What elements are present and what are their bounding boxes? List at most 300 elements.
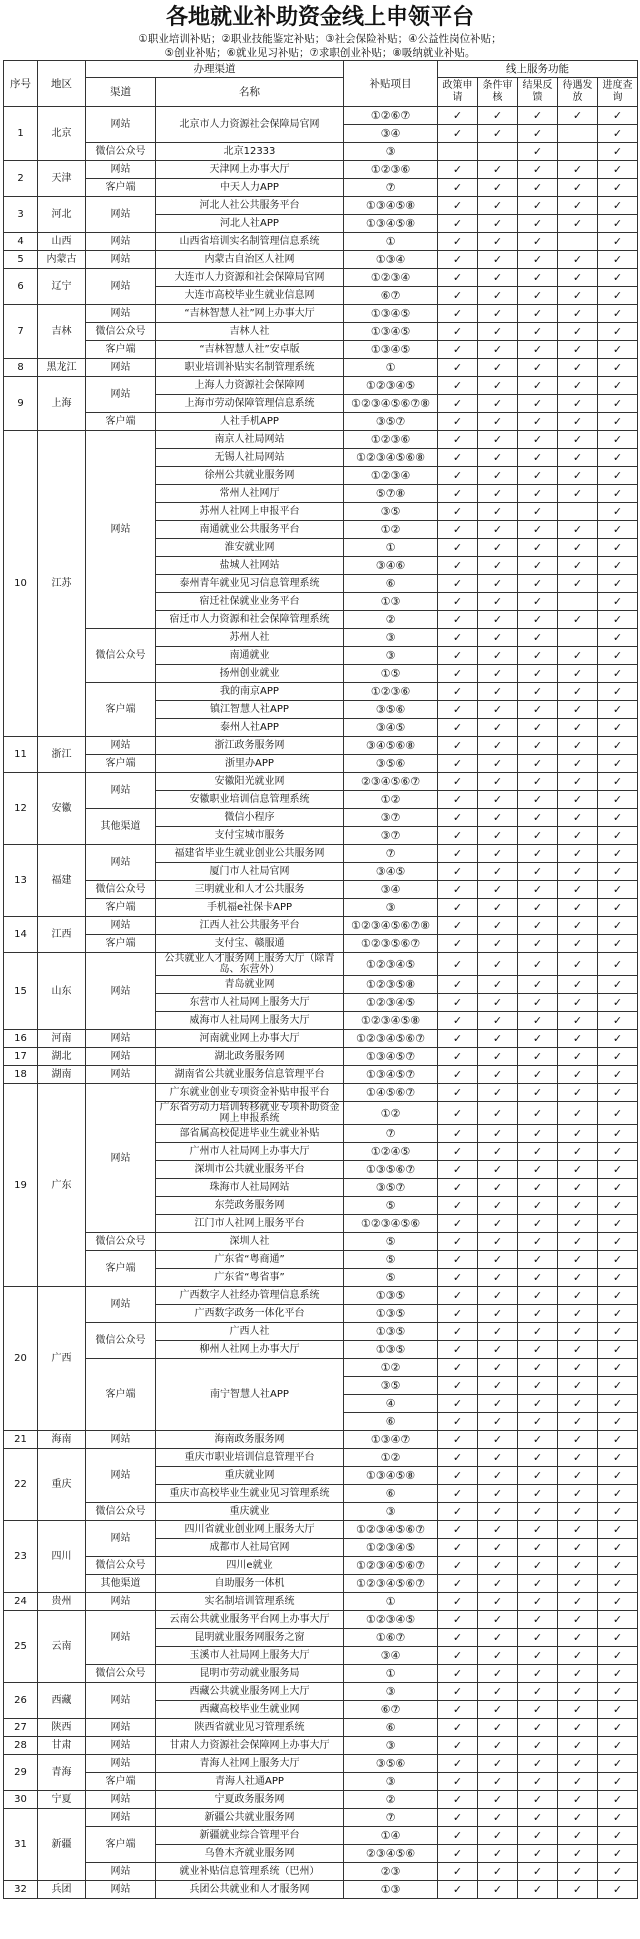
row-seq: 24 <box>4 1593 38 1611</box>
row-check-mark: ✓ <box>518 143 558 161</box>
row-subsidy: ③④⑤ <box>344 719 438 737</box>
row-check-mark: ✓ <box>598 593 638 611</box>
row-check-mark: ✓ <box>558 1251 598 1269</box>
row-check-mark: ✓ <box>478 827 518 845</box>
row-check-mark: ✓ <box>558 539 598 557</box>
row-check-mark: ✓ <box>438 1323 478 1341</box>
row-channel: 微信公众号 <box>86 881 156 899</box>
row-check-mark: ✓ <box>478 611 518 629</box>
row-check-mark: ✓ <box>438 1395 478 1413</box>
row-subsidy: ①②③⑥ <box>344 431 438 449</box>
row-check-mark: ✓ <box>598 161 638 179</box>
row-name: 人社手机APP <box>156 413 344 431</box>
row-check-mark: ✓ <box>558 1048 598 1066</box>
row-seq: 27 <box>4 1719 38 1737</box>
row-subsidy: ①②③④⑤⑥⑧ <box>344 449 438 467</box>
row-subsidy: ③⑤ <box>344 1377 438 1395</box>
row-check-mark: ✓ <box>518 1701 558 1719</box>
row-check-mark: ✓ <box>518 1503 558 1521</box>
row-check-mark: ✓ <box>518 305 558 323</box>
row-check-mark: ✓ <box>478 575 518 593</box>
row-check-mark: ✓ <box>438 1719 478 1737</box>
row-check-mark: ✓ <box>478 413 518 431</box>
row-check-mark: ✓ <box>598 737 638 755</box>
row-channel: 网站 <box>86 1030 156 1048</box>
row-channel: 网站 <box>86 161 156 179</box>
row-subsidy: ①⑥⑦ <box>344 1629 438 1647</box>
row-check-mark: ✓ <box>518 719 558 737</box>
row-check-mark: ✓ <box>598 953 638 976</box>
page-title: 各地就业补助资金线上申领平台 <box>165 5 474 30</box>
row-subsidy: ⑥ <box>344 1719 438 1737</box>
row-name: 支付宝、赣服通 <box>156 935 344 953</box>
row-check-mark: ✓ <box>478 976 518 994</box>
row-name: 职业培训补贴实名制管理系统 <box>156 359 344 377</box>
header-channel: 渠道 <box>86 78 156 107</box>
row-check-mark: ✓ <box>478 1359 518 1377</box>
row-check-mark: ✓ <box>558 1791 598 1809</box>
row-check-mark: ✓ <box>478 1467 518 1485</box>
row-seq: 19 <box>4 1084 38 1287</box>
row-name: 自助服务一体机 <box>156 1575 344 1593</box>
row-region: 湖南 <box>38 1066 86 1084</box>
row-name: 微信小程序 <box>156 809 344 827</box>
header-cond: 条件审核 <box>478 78 518 107</box>
row-subsidy: ①③④⑤⑧ <box>344 215 438 233</box>
legend-line-2: ⑤创业补贴；⑥就业见习补贴；⑦求职创业补贴；⑧吸纳就业补贴。 <box>164 47 476 59</box>
row-seq: 6 <box>4 269 38 305</box>
table-row <box>4 323 638 341</box>
row-check-mark: ✓ <box>598 233 638 251</box>
row-check-mark: ✓ <box>518 1048 558 1066</box>
row-check-mark: ✓ <box>558 863 598 881</box>
row-check-mark: ✓ <box>558 287 598 305</box>
row-channel: 网站 <box>86 917 156 935</box>
row-check-mark: ✓ <box>598 1341 638 1359</box>
row-check-mark: ✓ <box>518 1395 558 1413</box>
row-subsidy: ⑤ <box>344 1269 438 1287</box>
row-check-mark: ✓ <box>438 323 478 341</box>
row-check-mark: ✓ <box>558 827 598 845</box>
table-row <box>4 917 638 935</box>
row-check-mark: ✓ <box>478 1593 518 1611</box>
row-channel: 客户端 <box>86 899 156 917</box>
row-check-mark: ✓ <box>438 107 478 125</box>
row-check-mark: ✓ <box>598 1629 638 1647</box>
row-check-mark: ✓ <box>438 791 478 809</box>
row-check-mark: ✓ <box>598 377 638 395</box>
row-subsidy: ①③⑤ <box>344 1305 438 1323</box>
row-seq: 11 <box>4 737 38 773</box>
table-row <box>4 1359 638 1377</box>
row-check-mark: ✓ <box>558 845 598 863</box>
row-subsidy: ①②③⑤⑧ <box>344 976 438 994</box>
row-check-mark: ✓ <box>558 467 598 485</box>
row-check-mark: ✓ <box>438 1377 478 1395</box>
row-subsidy: ①③⑤ <box>344 1323 438 1341</box>
row-check-mark: ✓ <box>478 1179 518 1197</box>
row-subsidy: ①②③④⑤ <box>344 953 438 976</box>
row-check-mark: ✓ <box>598 1233 638 1251</box>
row-check-mark: ✓ <box>478 1030 518 1048</box>
row-seq: 30 <box>4 1791 38 1809</box>
row-name: 珠海市人社局网站 <box>156 1179 344 1197</box>
row-check-mark: ✓ <box>598 1012 638 1030</box>
row-channel: 客户端 <box>86 1251 156 1287</box>
header-region: 地区 <box>38 61 86 107</box>
row-check-mark: ✓ <box>478 1449 518 1467</box>
row-name: 广东省劳动力培训转移就业专项补助资金网上申报系统 <box>156 1102 344 1125</box>
row-check-mark: ✓ <box>478 1665 518 1683</box>
row-subsidy: ②③ <box>344 1863 438 1881</box>
row-check-mark: ✓ <box>558 1377 598 1395</box>
table-row <box>4 377 638 395</box>
row-subsidy: ①②④⑤ <box>344 1143 438 1161</box>
table-row <box>4 179 638 197</box>
row-check-mark: ✓ <box>438 1845 478 1863</box>
row-subsidy: ⑤ <box>344 1251 438 1269</box>
row-check-mark: ✓ <box>438 611 478 629</box>
row-subsidy: ⑦ <box>344 179 438 197</box>
row-check-mark: ✓ <box>478 1251 518 1269</box>
row-check-mark <box>558 143 598 161</box>
row-channel: 网站 <box>86 1048 156 1066</box>
row-check-mark: ✓ <box>558 1665 598 1683</box>
row-check-mark: ✓ <box>478 683 518 701</box>
row-check-mark: ✓ <box>518 863 558 881</box>
row-name: 上海市劳动保障管理信息系统 <box>156 395 344 413</box>
header-pending: 待遇发放 <box>558 78 598 107</box>
row-check-mark: ✓ <box>518 1647 558 1665</box>
table-row <box>4 935 638 953</box>
row-name: 部省属高校促进毕业生就业补贴 <box>156 1125 344 1143</box>
row-check-mark: ✓ <box>478 845 518 863</box>
row-check-mark: ✓ <box>518 1683 558 1701</box>
row-check-mark: ✓ <box>598 1215 638 1233</box>
row-check-mark: ✓ <box>598 1737 638 1755</box>
row-check-mark: ✓ <box>518 701 558 719</box>
row-name: 东莞政务服务网 <box>156 1197 344 1215</box>
row-check-mark: ✓ <box>518 1809 558 1827</box>
row-check-mark: ✓ <box>598 1485 638 1503</box>
row-check-mark: ✓ <box>518 899 558 917</box>
row-channel: 网站 <box>86 1791 156 1809</box>
row-check-mark: ✓ <box>438 1647 478 1665</box>
row-check-mark: ✓ <box>438 1359 478 1377</box>
row-channel: 微信公众号 <box>86 323 156 341</box>
row-check-mark: ✓ <box>598 179 638 197</box>
row-check-mark: ✓ <box>438 1611 478 1629</box>
row-check-mark: ✓ <box>558 881 598 899</box>
row-check-mark: ✓ <box>438 935 478 953</box>
row-check-mark: ✓ <box>518 881 558 899</box>
row-region: 江苏 <box>38 431 86 737</box>
row-subsidy: ①③④⑤ <box>344 323 438 341</box>
row-subsidy: ③ <box>344 899 438 917</box>
row-check-mark: ✓ <box>558 1287 598 1305</box>
row-name: 青海人社通APP <box>156 1773 344 1791</box>
row-name: 昆明就业服务网服务之窗 <box>156 1629 344 1647</box>
row-check-mark: ✓ <box>558 1030 598 1048</box>
row-check-mark: ✓ <box>598 1305 638 1323</box>
row-subsidy: ①③④⑤ <box>344 305 438 323</box>
row-region: 青海 <box>38 1755 86 1791</box>
row-check-mark: ✓ <box>598 1665 638 1683</box>
row-check-mark: ✓ <box>518 233 558 251</box>
row-check-mark: ✓ <box>558 1215 598 1233</box>
row-check-mark: ✓ <box>438 953 478 976</box>
row-check-mark: ✓ <box>558 1413 598 1431</box>
row-seq: 26 <box>4 1683 38 1719</box>
row-check-mark <box>558 503 598 521</box>
row-subsidy: ①②③④⑤⑥⑦⑧ <box>344 917 438 935</box>
row-check-mark: ✓ <box>478 287 518 305</box>
row-check-mark: ✓ <box>598 287 638 305</box>
row-check-mark: ✓ <box>598 1521 638 1539</box>
row-name: 广西数字人社经办管理信息系统 <box>156 1287 344 1305</box>
row-subsidy: ③⑦ <box>344 809 438 827</box>
row-name: 河北人社APP <box>156 215 344 233</box>
row-subsidy: ③ <box>344 143 438 161</box>
row-subsidy: ③⑤⑥ <box>344 755 438 773</box>
row-name: 支付宝城市服务 <box>156 827 344 845</box>
row-check-mark: ✓ <box>518 287 558 305</box>
row-name: 威海市人社局网上服务大厅 <box>156 1012 344 1030</box>
row-subsidy: ①③④⑤ <box>344 341 438 359</box>
row-check-mark: ✓ <box>558 449 598 467</box>
row-check-mark: ✓ <box>518 1773 558 1791</box>
row-subsidy: ①②③④⑤⑥⑦ <box>344 1521 438 1539</box>
row-check-mark: ✓ <box>558 1323 598 1341</box>
row-subsidy: ⑤ <box>344 1233 438 1251</box>
row-name: 广东省“粤商通” <box>156 1251 344 1269</box>
row-check-mark: ✓ <box>518 665 558 683</box>
row-check-mark: ✓ <box>518 1827 558 1845</box>
row-check-mark: ✓ <box>558 341 598 359</box>
row-check-mark: ✓ <box>598 539 638 557</box>
row-region: 贵州 <box>38 1593 86 1611</box>
row-name: 四川省就业创业网上服务大厅 <box>156 1521 344 1539</box>
row-subsidy: ①②③④⑤ <box>344 994 438 1012</box>
row-check-mark: ✓ <box>558 1467 598 1485</box>
row-channel: 网站 <box>86 1066 156 1084</box>
table-row <box>4 1449 638 1467</box>
row-name: 陕西省就业见习管理系统 <box>156 1719 344 1737</box>
row-check-mark: ✓ <box>518 1143 558 1161</box>
row-check-mark: ✓ <box>438 1431 478 1449</box>
row-channel: 网站 <box>86 1084 156 1233</box>
row-check-mark: ✓ <box>518 251 558 269</box>
row-name: 重庆市高校毕业生就业见习管理系统 <box>156 1485 344 1503</box>
row-check-mark: ✓ <box>518 953 558 976</box>
row-check-mark: ✓ <box>558 1233 598 1251</box>
table-row <box>4 431 638 449</box>
row-check-mark: ✓ <box>598 1539 638 1557</box>
row-check-mark: ✓ <box>598 1143 638 1161</box>
table-row <box>4 1593 638 1611</box>
row-check-mark: ✓ <box>438 1287 478 1305</box>
row-check-mark: ✓ <box>438 521 478 539</box>
row-check-mark: ✓ <box>558 1449 598 1467</box>
row-name: 湖南省公共就业服务信息管理平台 <box>156 1066 344 1084</box>
row-check-mark: ✓ <box>518 1557 558 1575</box>
row-check-mark: ✓ <box>598 215 638 233</box>
row-check-mark: ✓ <box>558 976 598 994</box>
table-row <box>4 1521 638 1539</box>
row-check-mark: ✓ <box>478 1809 518 1827</box>
row-channel: 网站 <box>86 1719 156 1737</box>
row-check-mark: ✓ <box>598 1881 638 1899</box>
row-name: 广西人社 <box>156 1323 344 1341</box>
row-name: 天津网上办事大厅 <box>156 161 344 179</box>
row-check-mark: ✓ <box>558 251 598 269</box>
row-channel: 网站 <box>86 431 156 629</box>
row-name: 广东就业创业专项资金补贴申报平台 <box>156 1084 344 1102</box>
row-check-mark: ✓ <box>558 1647 598 1665</box>
row-subsidy: ①③④⑤⑧ <box>344 197 438 215</box>
row-name: 深圳市公共就业服务平台 <box>156 1161 344 1179</box>
row-check-mark: ✓ <box>558 521 598 539</box>
row-region: 陕西 <box>38 1719 86 1737</box>
table-row <box>4 197 638 215</box>
row-region: 吉林 <box>38 305 86 359</box>
row-check-mark: ✓ <box>558 1305 598 1323</box>
row-check-mark: ✓ <box>478 1377 518 1395</box>
row-check-mark: ✓ <box>558 1719 598 1737</box>
row-check-mark: ✓ <box>598 1593 638 1611</box>
row-check-mark: ✓ <box>478 1269 518 1287</box>
row-check-mark: ✓ <box>598 521 638 539</box>
row-check-mark: ✓ <box>438 593 478 611</box>
row-channel: 网站 <box>86 233 156 251</box>
row-check-mark: ✓ <box>438 1521 478 1539</box>
row-check-mark: ✓ <box>438 1755 478 1773</box>
row-check-mark: ✓ <box>478 395 518 413</box>
row-subsidy: ③ <box>344 647 438 665</box>
row-check-mark: ✓ <box>558 1683 598 1701</box>
row-check-mark: ✓ <box>558 917 598 935</box>
row-subsidy: ①③⑤ <box>344 1341 438 1359</box>
row-check-mark: ✓ <box>518 1449 558 1467</box>
row-check-mark: ✓ <box>558 107 598 125</box>
row-check-mark: ✓ <box>518 1575 558 1593</box>
row-check-mark: ✓ <box>438 233 478 251</box>
row-check-mark: ✓ <box>598 791 638 809</box>
row-check-mark: ✓ <box>478 1845 518 1863</box>
row-check-mark: ✓ <box>558 359 598 377</box>
row-name: 玉溪市人社局网上服务大厅 <box>156 1647 344 1665</box>
row-check-mark: ✓ <box>478 791 518 809</box>
row-check-mark: ✓ <box>518 1593 558 1611</box>
row-check-mark: ✓ <box>598 1084 638 1102</box>
row-check-mark: ✓ <box>558 1084 598 1102</box>
row-name: 四川e就业 <box>156 1557 344 1575</box>
row-subsidy: ①③ <box>344 1881 438 1899</box>
row-subsidy: ① <box>344 539 438 557</box>
row-check-mark: ✓ <box>598 1773 638 1791</box>
row-name: 成都市人社局官网 <box>156 1539 344 1557</box>
row-channel: 网站 <box>86 1881 156 1899</box>
row-channel: 网站 <box>86 737 156 755</box>
row-check-mark: ✓ <box>598 1161 638 1179</box>
row-name: 内蒙古自治区人社网 <box>156 251 344 269</box>
row-check-mark: ✓ <box>438 1881 478 1899</box>
row-name: 江门市人社网上服务平台 <box>156 1215 344 1233</box>
row-check-mark: ✓ <box>598 1359 638 1377</box>
row-check-mark: ✓ <box>438 809 478 827</box>
row-check-mark: ✓ <box>478 1431 518 1449</box>
row-check-mark: ✓ <box>438 1143 478 1161</box>
table-row <box>4 1431 638 1449</box>
row-check-mark: ✓ <box>438 449 478 467</box>
row-check-mark: ✓ <box>438 1066 478 1084</box>
row-check-mark: ✓ <box>478 1683 518 1701</box>
row-check-mark: ✓ <box>478 1125 518 1143</box>
row-check-mark: ✓ <box>438 1863 478 1881</box>
row-seq: 21 <box>4 1431 38 1449</box>
row-subsidy: ③ <box>344 629 438 647</box>
row-channel: 网站 <box>86 359 156 377</box>
row-check-mark: ✓ <box>598 1377 638 1395</box>
row-check-mark: ✓ <box>518 994 558 1012</box>
row-check-mark: ✓ <box>598 1048 638 1066</box>
row-check-mark: ✓ <box>478 755 518 773</box>
row-check-mark: ✓ <box>438 1629 478 1647</box>
row-check-mark: ✓ <box>518 1665 558 1683</box>
row-check-mark: ✓ <box>518 1629 558 1647</box>
row-check-mark: ✓ <box>438 1701 478 1719</box>
row-check-mark: ✓ <box>478 1048 518 1066</box>
row-channel: 网站 <box>86 1521 156 1557</box>
row-subsidy: ③④ <box>344 881 438 899</box>
row-channel: 微信公众号 <box>86 143 156 161</box>
row-check-mark: ✓ <box>518 1066 558 1084</box>
row-subsidy: ①② <box>344 521 438 539</box>
row-check-mark: ✓ <box>478 1012 518 1030</box>
row-subsidy: ① <box>344 233 438 251</box>
row-check-mark: ✓ <box>438 467 478 485</box>
row-check-mark: ✓ <box>558 1755 598 1773</box>
row-channel: 微信公众号 <box>86 1233 156 1251</box>
row-check-mark: ✓ <box>438 341 478 359</box>
header-progress: 进度查询 <box>598 78 638 107</box>
row-subsidy: ③④⑤ <box>344 863 438 881</box>
row-subsidy: ①②⑥⑦ <box>344 107 438 125</box>
row-check-mark: ✓ <box>438 881 478 899</box>
row-check-mark: ✓ <box>518 323 558 341</box>
row-check-mark: ✓ <box>438 1503 478 1521</box>
row-subsidy: ①③④⑤⑧ <box>344 1467 438 1485</box>
row-check-mark: ✓ <box>438 1305 478 1323</box>
row-check-mark: ✓ <box>478 1215 518 1233</box>
row-channel: 网站 <box>86 1809 156 1827</box>
row-check-mark: ✓ <box>558 1066 598 1084</box>
row-check-mark: ✓ <box>438 197 478 215</box>
row-subsidy: ①④⑤⑥⑦ <box>344 1084 438 1102</box>
row-check-mark: ✓ <box>558 197 598 215</box>
row-subsidy: ⑥⑦ <box>344 287 438 305</box>
row-check-mark: ✓ <box>598 1683 638 1701</box>
table-row <box>4 1791 638 1809</box>
row-check-mark: ✓ <box>598 1503 638 1521</box>
row-check-mark: ✓ <box>558 575 598 593</box>
row-check-mark: ✓ <box>518 976 558 994</box>
row-seq: 1 <box>4 107 38 161</box>
row-name: 河南就业网上办事大厅 <box>156 1030 344 1048</box>
row-check-mark: ✓ <box>478 593 518 611</box>
row-subsidy: ①②③④⑤⑥ <box>344 1215 438 1233</box>
table-row <box>4 1575 638 1593</box>
